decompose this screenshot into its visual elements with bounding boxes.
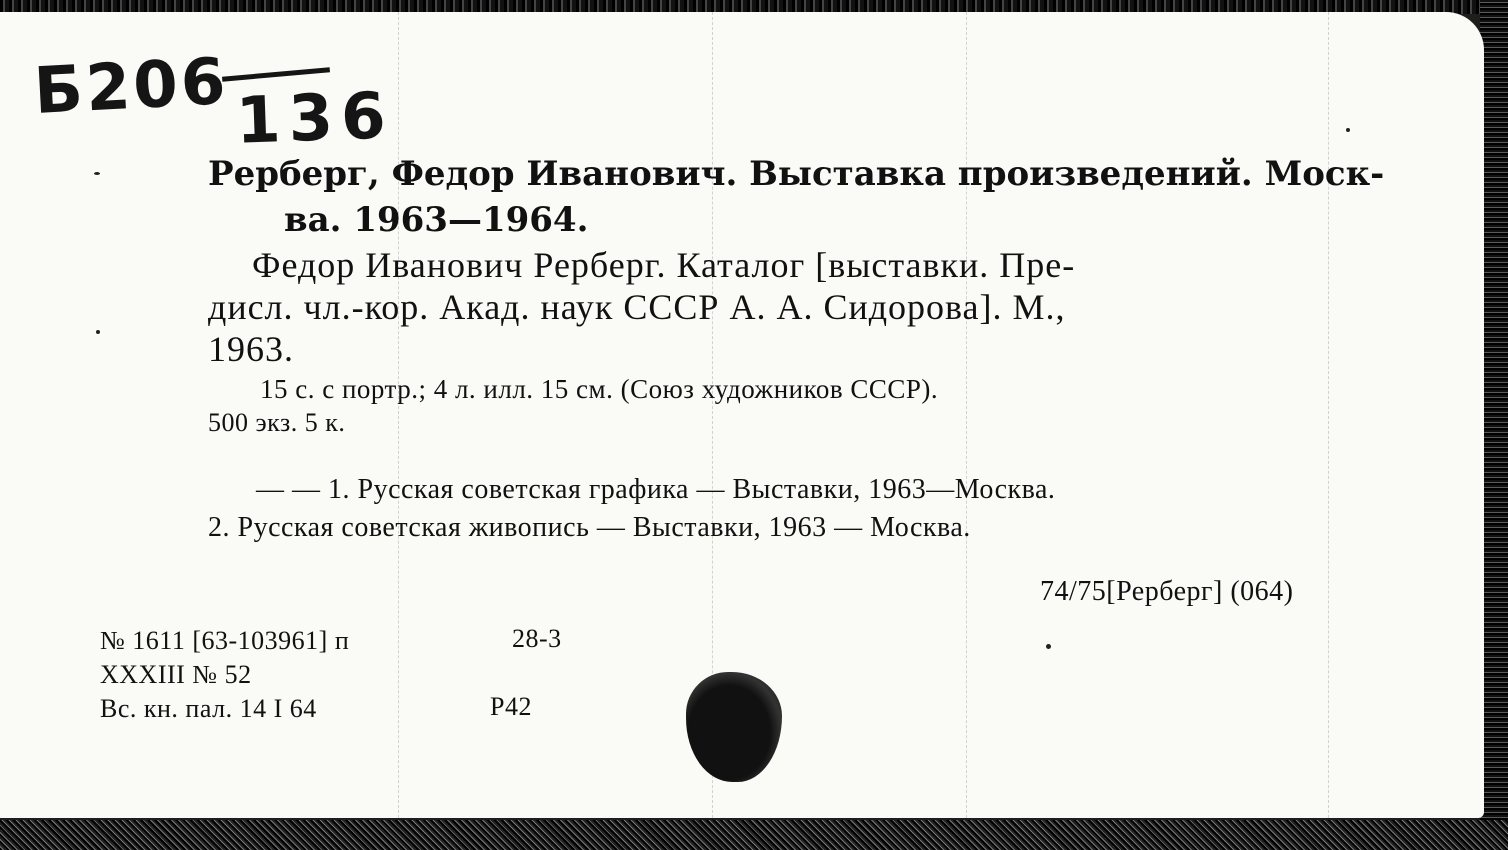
classification-code: 74/75[Рерберг] (064) [1040,576,1294,607]
registry-number: № 1611 [63-103961] п [100,626,350,655]
fold-line [966,12,967,818]
call-number-handwritten: Б206 [32,44,231,130]
punch-hole [686,672,782,782]
fold-line [398,12,399,818]
subject-heading-line: 2. Русская советская живопись — Выставки, 1963 — Москва. [208,512,971,543]
speck [96,330,100,334]
speck [1346,128,1350,132]
scan-border-right [1480,0,1508,850]
entry-heading-line: Рерберг, Федор Иванович. Выставка произведений. Моск- [208,154,1385,194]
catalog-card [0,12,1484,818]
speck [94,172,100,175]
price-code: Р42 [490,692,532,721]
title-line: Федор Иванович Рерберг. Каталог [выставки. Пре- [252,245,1076,285]
call-number-overline [222,67,330,81]
physical-description-line: 15 с. с портр.; 4 л. илл. 15 см. (Союз художников СССР). [260,374,939,404]
speck [1046,644,1051,649]
fold-line [1328,12,1329,818]
call-number-sub-handwritten: 136 [234,79,395,159]
title-line: 1963. [208,329,294,369]
scan-border-bottom [0,820,1508,850]
registry-volume: XXXIII № 52 [100,660,252,689]
entry-heading-line: ва. 1963—1964. [284,200,589,240]
book-chamber-date: Вс. кн. пал. 14 I 64 [100,694,317,723]
subject-heading-line: — — 1. Русская советская графика — Выставки, 1963—Москва. [256,474,1056,505]
registry-code: 28-3 [512,624,562,653]
title-line: дисл. чл.-кор. Акад. наук СССР А. А. Сидорова]. М., [208,287,1066,327]
physical-description-line: 500 экз. 5 к. [208,408,346,437]
